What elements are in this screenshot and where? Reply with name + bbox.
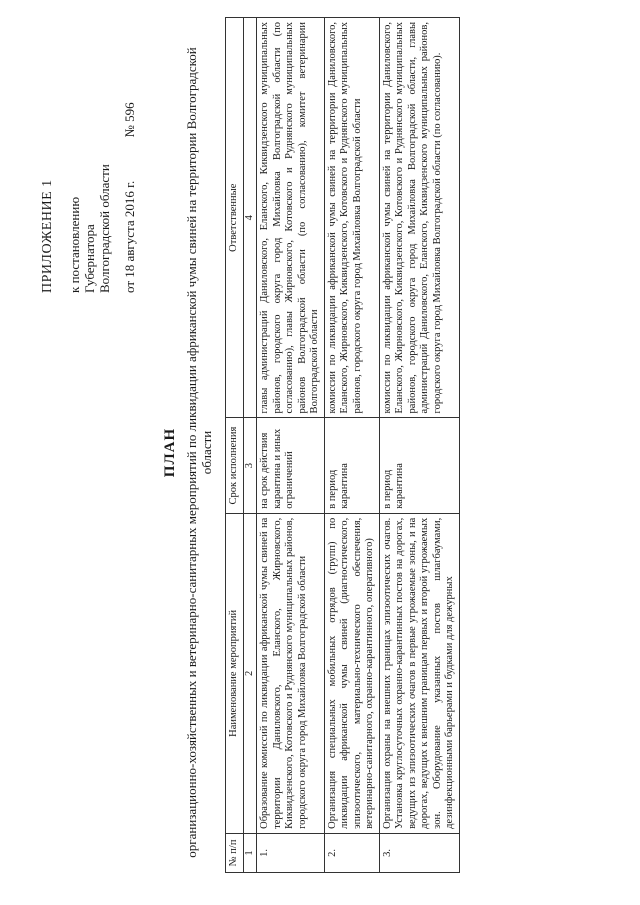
row-num: 3.	[379, 833, 459, 872]
appendix-line-2: Губернатора	[82, 224, 97, 293]
column-number: 2	[243, 513, 257, 833]
order-date: от 18 августа 2016 г.	[122, 180, 137, 293]
row-name: Организация охраны на внешних границах эпизоотических очагов. Установка круглосуточных охранно-карантинных постов на дорогах, ведущих из эпизоотических очагов в первые угрожаемые зоны, и на дорогах, ведущих к внешним границам первых и второй угрожаемых зон. Оборудование указанных постов шлагбаумами, дезинфекционными барьерами и будками для дежурных	[379, 513, 459, 833]
row-responsible: главы администраций Даниловского, Еланского, Киквидзенского муниципальных районов, городского округа город Михайловка Волгоградской области (по согласованию), главы Жирновского, Котовского и Руднянского муниципальных районов Волгоградской области (по согласованию), комитет ветеринарии Волгоградской области	[257, 18, 325, 418]
row-num: 2.	[324, 833, 379, 872]
appendix-title: ПРИЛОЖЕНИЕ 1	[40, 179, 55, 293]
appendix-order	[122, 33, 137, 293]
appendix-line-3: Волгоградской области	[97, 164, 112, 293]
appendix-block	[40, 33, 137, 293]
header-term: Срок исполнения	[226, 418, 244, 513]
column-number-row	[243, 18, 257, 873]
table-row	[324, 18, 379, 873]
plan-subtitle: организационно-хозяйственных и ветеринарно-санитарных мероприятий по ликвидации африканской чумы свиней на территории Волгоградской области	[184, 47, 214, 858]
header-responsible: Ответственные	[226, 18, 244, 418]
table-row	[379, 18, 459, 873]
plan-title: ПЛАН	[162, 427, 178, 478]
plan-table	[225, 17, 460, 873]
column-number: 1	[243, 833, 257, 872]
row-name: Организация специальных мобильных отрядов (групп) по ликвидации африканской чумы свиней (диагностического, эпизоотического, материально-технического обеспечения, ветеринарно-санитарного, охранно-карантинного, оперативного)	[324, 513, 379, 833]
appendix-line-1: к постановлению	[67, 196, 82, 293]
row-name: Образование комиссий по ликвидации африканской чумы свиней на территории Даниловского, Еланского, Жирновского, Киквидзенского, Котовского и Руднянского муниципальных районов, городского округа город Михайловка Волгоградской области	[257, 513, 325, 833]
row-responsible: комиссии по ликвидации африканской чумы свиней на территории Даниловского, Еланского, Жирновского, Киквидзенского, Котовского и Руднянского муниципальных районов, городского округа город Михайловка Волгоградской области, главы администраций Даниловского, Еланского, Киквидзенского муниципальных районов, городского округа город Михайловка Волгоградской области (по согласованию).	[379, 18, 459, 418]
header-num: № п/п	[226, 833, 244, 872]
row-term: в период карантина	[324, 418, 379, 513]
row-responsible: комиссии по ликвидации африканской чумы свиней на территории Даниловского, Еланского, Жирновского, Киквидзенского, Котовского и Руднянского муниципальных районов, городского округа город Михайловка Волгоградской области	[324, 18, 379, 418]
order-number: № 596	[122, 102, 137, 138]
table-header-row	[226, 18, 244, 873]
header-name: Наименование мероприятий	[226, 513, 244, 833]
row-term: в период карантина	[379, 418, 459, 513]
table-row	[257, 18, 325, 873]
row-num: 1.	[257, 833, 325, 872]
column-number: 3	[243, 418, 257, 513]
row-term: на срок действия карантина и иных ограничений	[257, 418, 325, 513]
column-number: 4	[243, 18, 257, 418]
